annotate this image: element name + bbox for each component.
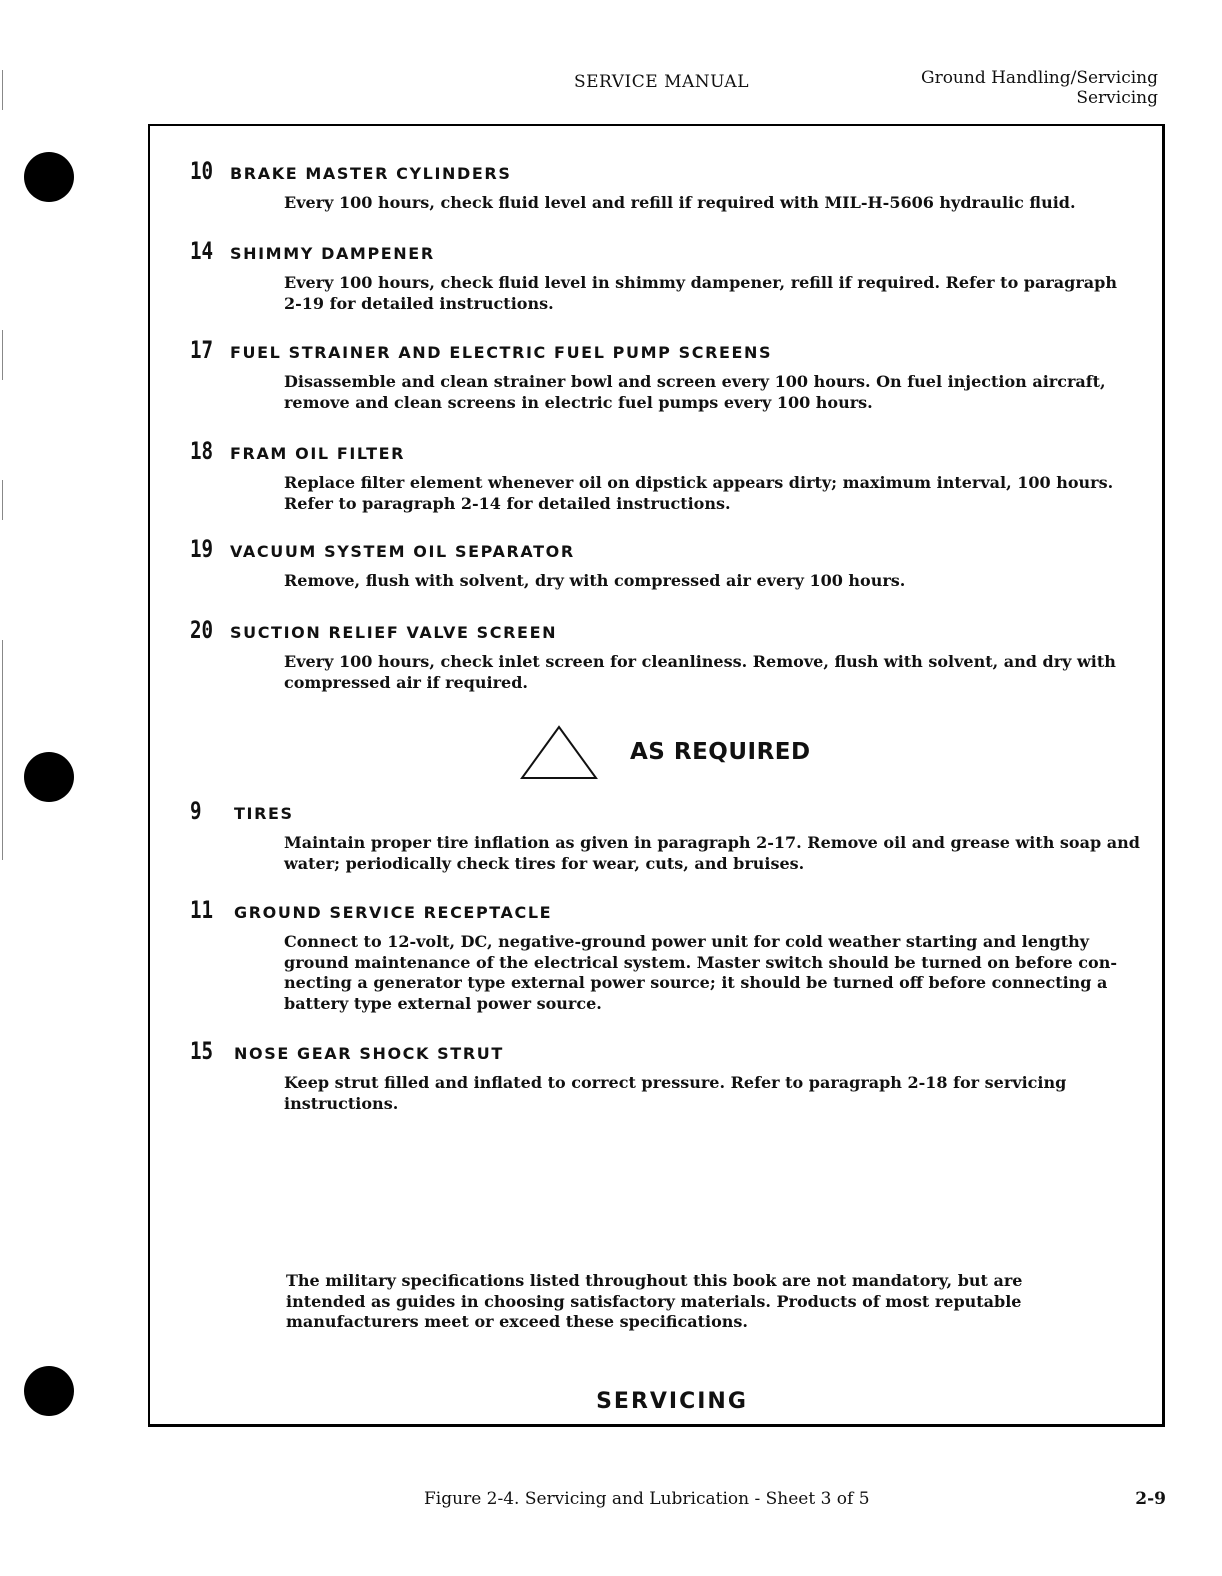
item-number: 9 [190, 797, 202, 825]
description-line: Connect to 12-volt, DC, negative-ground power unit for cold weather starting and lengthy [284, 932, 1090, 951]
description-line: Every 100 hours, check inlet screen for cleanliness. Remove, flush with solvent, and dry with [284, 652, 1116, 671]
punch-hole-middle [24, 752, 74, 802]
item-title: FRAM OIL FILTER [230, 444, 406, 463]
service-item [190, 896, 1152, 1014]
as-required-heading [520, 724, 811, 780]
description-line: Disassemble and clean strainer bowl and screen every 100 hours. On fuel injection aircraft, [284, 372, 1106, 391]
item-title: SUCTION RELIEF VALVE SCREEN [230, 623, 558, 642]
service-item [190, 437, 1152, 514]
description-line: instructions. [284, 1093, 399, 1113]
description-line: necting a generator type external power source; it should be turned off before connecting a [284, 973, 1108, 992]
item-number: 14 [190, 237, 214, 265]
service-item [190, 1037, 1152, 1114]
item-description [284, 1073, 1154, 1114]
triangle-icon [520, 724, 598, 780]
as-required-label: AS REQUIRED [630, 739, 811, 765]
description-line: water; periodically check tires for wear, cuts, and bruises. [284, 853, 805, 873]
item-number: 20 [190, 616, 214, 644]
item-description [284, 473, 1154, 514]
scan-edge-mark [2, 480, 3, 520]
description-line: Refer to paragraph 2-14 for detailed instructions. [284, 493, 731, 513]
description-line: Every 100 hours, check fluid level and refill if required with MIL-H-5606 hydraulic fluid. [284, 193, 1076, 212]
service-item [190, 157, 1152, 214]
scan-edge-mark [2, 70, 3, 110]
note-line: The military specifications listed throughout this book are not mandatory, but are [286, 1271, 1023, 1290]
item-description [284, 372, 1154, 413]
item-title: TIRES [234, 804, 294, 823]
item-title: SHIMMY DAMPENER [230, 244, 435, 263]
running-header-section [921, 68, 1158, 108]
description-line: ground maintenance of the electrical system. Master switch should be turned on before con- [284, 952, 1117, 972]
item-number: 15 [190, 1037, 214, 1065]
description-line: remove and clean screens in electric fuel pumps every 100 hours. [284, 392, 873, 412]
item-title: FUEL STRAINER AND ELECTRIC FUEL PUMP SCREENS [230, 343, 773, 362]
description-line: Remove, flush with solvent, dry with compressed air every 100 hours. [284, 571, 906, 590]
header-subsection-line: Servicing [1076, 88, 1158, 108]
item-title: GROUND SERVICE RECEPTACLE [234, 903, 553, 922]
item-title: VACUUM SYSTEM OIL SEPARATOR [230, 542, 575, 561]
item-description [284, 833, 1154, 874]
item-number: 19 [190, 535, 214, 563]
item-number: 10 [190, 157, 214, 185]
service-item [190, 237, 1152, 314]
description-line: Maintain proper tire inflation as given in paragraph 2-17. Remove oil and grease with soap and [284, 833, 1140, 852]
item-description [284, 652, 1154, 693]
service-item [190, 535, 1152, 592]
item-description [284, 273, 1154, 314]
specifications-note [286, 1271, 1046, 1333]
service-item [190, 616, 1152, 693]
figure-caption: Figure 2-4. Servicing and Lubrication - Sheet 3 of 5 [424, 1489, 870, 1509]
note-line: manufacturers meet or exceed these specifications. [286, 1312, 748, 1331]
item-title: NOSE GEAR SHOCK STRUT [234, 1044, 504, 1063]
service-item [190, 797, 1152, 874]
scan-edge-mark [2, 640, 3, 860]
item-title: BRAKE MASTER CYLINDERS [230, 164, 512, 183]
header-section-line: Ground Handling/Servicing [920, 68, 1158, 88]
item-description [284, 932, 1154, 1014]
punch-hole-top [24, 152, 74, 202]
description-line: 2-19 for detailed instructions. [284, 293, 554, 313]
description-line: battery type external power source. [284, 993, 602, 1013]
scan-edge-mark [2, 330, 3, 380]
item-number: 18 [190, 437, 214, 465]
item-number: 11 [190, 896, 214, 924]
page-number: 2-9 [1135, 1489, 1166, 1509]
section-label: SERVICING [596, 1389, 748, 1414]
description-line: Every 100 hours, check fluid level in shimmy dampener, refill if required. Refer to paragraph [284, 273, 1117, 292]
description-line: Replace filter element whenever oil on dipstick appears dirty; maximum interval, 100 hours. [284, 473, 1114, 492]
note-line: intended as guides in choosing satisfactory materials. Products of most reputable [286, 1291, 1022, 1311]
item-description [284, 571, 1154, 592]
description-line: compressed air if required. [284, 672, 528, 692]
running-header-title: SERVICE MANUAL [574, 72, 749, 92]
item-description [284, 193, 1154, 214]
service-item [190, 336, 1152, 413]
description-line: Keep strut filled and inflated to correct pressure. Refer to paragraph 2-18 for servicing [284, 1073, 1067, 1092]
item-number: 17 [190, 336, 214, 364]
